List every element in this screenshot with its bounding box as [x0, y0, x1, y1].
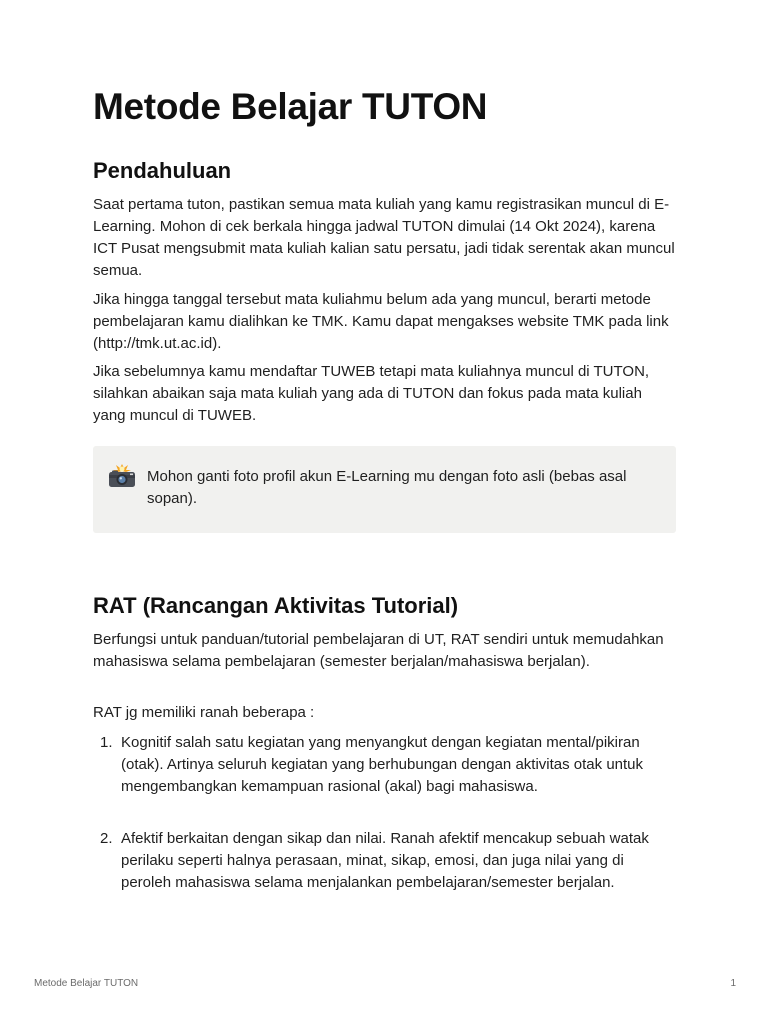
rat-paragraph: RAT jg memiliki ranah beberapa :: [93, 704, 315, 721]
list-item-text: Afektif berkaitan dengan sikap dan nilai. Ranah afektif mencakup sebuah watak perilaku seperti halnya perasaan, minat, sikap, emosi, dan juga nilai yang di peroleh mahasiswa selama menjalankan pembelajaran/semester berjalan.: [121, 830, 649, 891]
page-title: Metode Belajar TUTON: [93, 86, 488, 127]
list-item-text: Kognitif salah satu kegiatan yang menyangkut dengan kegiatan mental/pikiran (otak). Artinya seluruh kegiatan yang berhubungan dengan aktivitas otak untuk mengembangkan kemampuan rasional (akal) bagi mahasiswa.: [121, 734, 644, 795]
intro-paragraph: Saat pertama tuton, pastikan semua mata kuliah yang kamu registrasikan muncul di E-Learning. Mohon di cek berkala hingga jadwal TUTON dimulai (14 Okt 2024), karena ICT Pusat mengsubmit mata kuliah kalian satu persatu, jadi tidak serentak akan muncul semua.: [93, 196, 675, 279]
page-number: 1: [730, 978, 736, 989]
section-heading-rat: RAT (Rancangan Aktivitas Tutorial): [93, 593, 459, 618]
section-heading-pendahuluan: Pendahuluan: [93, 158, 232, 183]
list-item-number: 2.: [100, 830, 113, 847]
callout-text: Mohon ganti foto profil akun E-Learning mu dengan foto asli (bebas asal sopan).: [147, 468, 627, 507]
list-item-number: 1.: [100, 734, 113, 751]
footer-title: Metode Belajar TUTON: [34, 978, 139, 989]
callout-box: [93, 446, 676, 533]
intro-paragraph: Jika sebelumnya kamu mendaftar TUWEB tetapi mata kuliahnya muncul di TUTON, silahkan abaikan saja mata kuliah yang ada di TUTON dan fokus pada mata kuliah yang muncul di TUWEB.: [93, 363, 650, 424]
intro-paragraph: Jika hingga tanggal tersebut mata kuliahmu belum ada yang muncul, berarti metode pembelajaran kamu dialihkan ke TMK. Kamu dapat mengakses website TMK pada link (http://tmk.ut.ac.id).: [93, 291, 669, 352]
camera-flash-icon: [107, 464, 137, 488]
rat-paragraph: Berfungsi untuk panduan/tutorial pembelajaran di UT, RAT sendiri untuk memudahkan mahasiswa selama pembelajaran (semester berjalan/mahasiswa berjalan).: [93, 631, 664, 670]
